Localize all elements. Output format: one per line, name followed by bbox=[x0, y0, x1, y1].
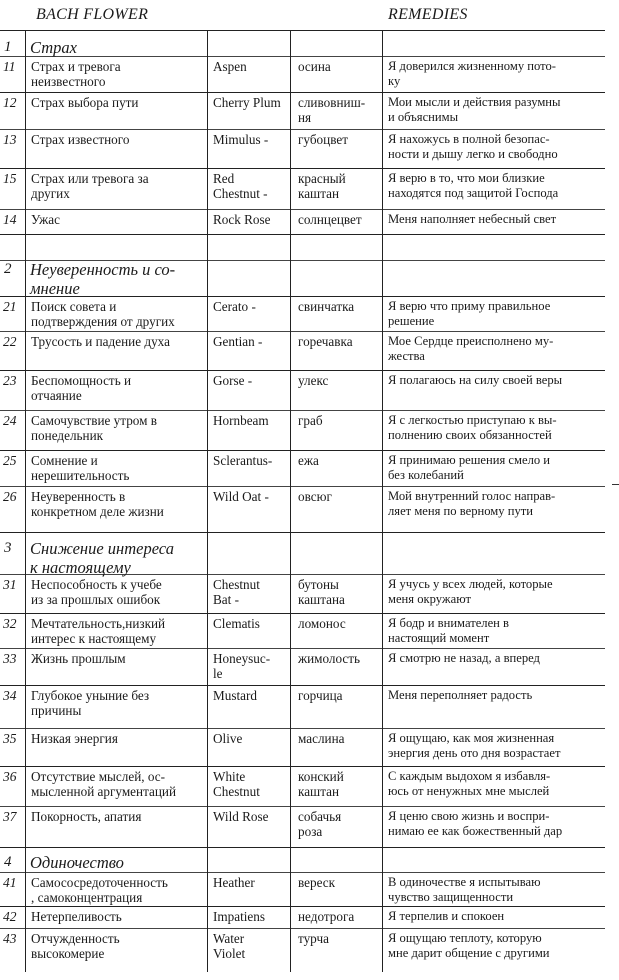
row-divider bbox=[0, 410, 605, 411]
row-number: 23 bbox=[3, 373, 17, 388]
symptom-cell: Страх и тревога неизвестного bbox=[31, 59, 121, 89]
row-number: 35 bbox=[3, 731, 17, 746]
affirmation-cell: Я терпелив и спокоен bbox=[388, 909, 505, 923]
row-number: 22 bbox=[3, 334, 17, 349]
plant-cell: турча bbox=[298, 931, 329, 946]
plant-cell: овсюг bbox=[298, 489, 332, 504]
row-divider bbox=[0, 613, 605, 614]
section-number: 2 bbox=[4, 261, 12, 277]
affirmation-cell: Меня наполняет небесный свет bbox=[388, 212, 557, 226]
affirmation-cell: Я нахожусь в полной безопас- ности и дышу легко и свободно bbox=[388, 132, 558, 161]
symptom-cell: Отсутствие мыслей, ос- мысленной аргументаций bbox=[31, 769, 177, 799]
plant-cell: маслина bbox=[298, 731, 345, 746]
remedy-cell: Mustard bbox=[213, 688, 257, 703]
row-divider bbox=[0, 129, 605, 130]
affirmation-cell: Я принимаю решения смело и без колебаний bbox=[388, 453, 551, 482]
symptom-cell: Самососредоточенность , самоконцентрация bbox=[31, 875, 168, 905]
symptom-cell: Неуверенность в конкретном деле жизни bbox=[31, 489, 164, 519]
symptom-cell: Страх выбора пути bbox=[31, 95, 139, 110]
affirmation-cell: Мой внутренний голос направ- ляет меня по верному пути bbox=[388, 489, 556, 518]
header-right-title: REMEDIES bbox=[388, 6, 468, 23]
plant-cell: губоцвет bbox=[298, 132, 348, 147]
section-title: Неуверенность и со- мнение bbox=[30, 260, 176, 298]
section-title: Одиночество bbox=[30, 853, 124, 872]
plant-cell: солнцецвет bbox=[298, 212, 362, 227]
affirmation-cell: Мое Сердце преисполнено му- жества bbox=[388, 334, 554, 363]
plant-cell: ежа bbox=[298, 453, 319, 468]
symptom-cell: Трусость и падение духа bbox=[31, 334, 170, 349]
remedy-cell: Chestnut Bat - bbox=[213, 577, 260, 607]
row-number: 25 bbox=[3, 453, 17, 468]
remedy-cell: Red Chestnut - bbox=[213, 171, 268, 201]
affirmation-cell: Я ценю свою жизнь и воспри- нимаю ее как божественный дар bbox=[388, 809, 563, 838]
plant-cell: сливовниш- ня bbox=[298, 95, 366, 125]
row-number: 11 bbox=[3, 59, 16, 74]
column-divider bbox=[207, 30, 208, 972]
affirmation-cell: В одиночестве я испытываю чувство защищенности bbox=[388, 875, 541, 904]
row-divider bbox=[0, 928, 605, 929]
plant-cell: осина bbox=[298, 59, 331, 74]
symptom-cell: Страх или тревога за других bbox=[31, 171, 149, 201]
symptom-cell: Нетерпеливость bbox=[31, 909, 122, 924]
affirmation-cell: Мои мысли и действия разумны и объяснимы bbox=[388, 95, 561, 124]
symptom-cell: Жизнь прошлым bbox=[31, 651, 126, 666]
column-divider bbox=[290, 30, 291, 972]
row-divider bbox=[0, 766, 605, 767]
remedy-cell: Rock Rose bbox=[213, 212, 271, 227]
row-divider bbox=[0, 728, 605, 729]
plant-cell: свинчатка bbox=[298, 299, 355, 314]
section-title: Страх bbox=[30, 38, 77, 57]
row-number: 12 bbox=[3, 95, 17, 110]
row-number: 24 bbox=[3, 413, 17, 428]
symptom-cell: Сомнение и нерешительность bbox=[31, 453, 130, 483]
row-divider bbox=[0, 30, 605, 31]
row-number: 32 bbox=[3, 616, 17, 631]
affirmation-cell: Я верю в то, что мои близкие находятся под защитой Господа bbox=[388, 171, 559, 200]
remedy-cell: White Chestnut bbox=[213, 769, 260, 799]
remedy-cell: Aspen bbox=[213, 59, 247, 74]
row-number: 14 bbox=[3, 212, 17, 227]
plant-cell: бутоны каштана bbox=[298, 577, 345, 607]
row-divider bbox=[0, 234, 605, 235]
symptom-cell: Глубокое уныние без причины bbox=[31, 688, 150, 718]
plant-cell: вереск bbox=[298, 875, 336, 890]
remedy-cell: Clematis bbox=[213, 616, 260, 631]
remedy-cell: Cerato - bbox=[213, 299, 256, 314]
remedy-cell: Honeysuc- le bbox=[213, 651, 271, 681]
row-divider bbox=[0, 872, 605, 873]
remedy-cell: Olive bbox=[213, 731, 243, 746]
remedy-cell: Wild Rose bbox=[213, 809, 269, 824]
affirmation-cell: Я с легкостью приступаю к вы- полнению своих обязанностей bbox=[388, 413, 557, 442]
row-divider bbox=[0, 806, 605, 807]
symptom-cell: Мечтательность,низкий интерес к настоящему bbox=[31, 616, 166, 646]
affirmation-cell: С каждым выдохом я избавля- юсь от ненужных мне мыслей bbox=[388, 769, 551, 798]
symptom-cell: Поиск совета и подтверждения от других bbox=[31, 299, 175, 329]
row-divider bbox=[0, 906, 605, 907]
remedy-cell: Gorse - bbox=[213, 373, 253, 388]
affirmation-cell: Я учусь у всех людей, которые меня окружают bbox=[388, 577, 553, 606]
column-divider bbox=[25, 30, 26, 972]
column-divider bbox=[382, 30, 383, 972]
symptom-cell: Ужас bbox=[31, 212, 60, 227]
remedy-cell: Gentian - bbox=[213, 334, 263, 349]
row-number: 34 bbox=[3, 688, 17, 703]
plant-cell: граб bbox=[298, 413, 323, 428]
affirmation-cell: Я ощущаю теплоту, которую мне дарит общение с другими bbox=[388, 931, 550, 960]
row-number: 31 bbox=[3, 577, 17, 592]
affirmation-cell: Меня переполняет радость bbox=[388, 688, 533, 702]
symptom-cell: Страх известного bbox=[31, 132, 130, 147]
affirmation-cell: Я ощущаю, как моя жизненная энергия день ото дня возрастает bbox=[388, 731, 561, 760]
row-divider bbox=[0, 92, 605, 93]
plant-cell: конский каштан bbox=[298, 769, 344, 799]
row-divider bbox=[0, 56, 605, 57]
plant-cell: собачья роза bbox=[298, 809, 342, 839]
symptom-cell: Самочувствие утром в понедельник bbox=[31, 413, 157, 443]
remedy-cell: Hornbeam bbox=[213, 413, 269, 428]
row-number: 43 bbox=[3, 931, 17, 946]
section-title: Снижение интереса к настоящему bbox=[30, 539, 174, 577]
row-divider bbox=[0, 847, 605, 848]
section-number: 1 bbox=[4, 39, 12, 55]
plant-cell: ломонос bbox=[298, 616, 346, 631]
affirmation-cell: Я полагаюсь на силу своей веры bbox=[388, 373, 563, 387]
section-number: 3 bbox=[4, 540, 12, 556]
symptom-cell: Покорность, апатия bbox=[31, 809, 142, 824]
row-number: 36 bbox=[3, 769, 17, 784]
row-divider bbox=[0, 532, 605, 533]
section-number: 4 bbox=[4, 854, 12, 870]
remedy-cell: Impatiens bbox=[213, 909, 266, 924]
symptom-cell: Низкая энергия bbox=[31, 731, 118, 746]
remedy-cell: Water Violet bbox=[213, 931, 246, 961]
plant-cell: улекс bbox=[298, 373, 329, 388]
row-divider bbox=[0, 685, 605, 686]
affirmation-cell: Я бодр и внимателен в настоящий момент bbox=[388, 616, 510, 645]
symptom-cell: Беспомощность и отчаяние bbox=[31, 373, 132, 403]
remedy-cell: Mimulus - bbox=[213, 132, 269, 147]
affirmation-cell: Я верю что приму правильное решение bbox=[388, 299, 551, 328]
row-number: 26 bbox=[3, 489, 17, 504]
row-divider bbox=[0, 209, 605, 210]
row-divider bbox=[0, 331, 605, 332]
row-divider bbox=[0, 648, 605, 649]
row-number: 37 bbox=[3, 809, 17, 824]
remedy-cell: Sclerantus- bbox=[213, 453, 273, 468]
plant-cell: горчица bbox=[298, 688, 343, 703]
plant-cell: красный каштан bbox=[298, 171, 346, 201]
row-number: 41 bbox=[3, 875, 17, 890]
row-number: 42 bbox=[3, 909, 17, 924]
plant-cell: недотрога bbox=[298, 909, 355, 924]
row-divider bbox=[0, 486, 605, 487]
row-divider bbox=[0, 370, 605, 371]
row-number: 33 bbox=[3, 651, 17, 666]
row-number: 13 bbox=[3, 132, 17, 147]
remedy-cell: Wild Oat - bbox=[213, 489, 269, 504]
plant-cell: жимолость bbox=[298, 651, 361, 666]
remedy-cell: Heather bbox=[213, 875, 255, 890]
row-divider bbox=[0, 450, 605, 451]
margin-mark bbox=[612, 484, 619, 485]
symptom-cell: Отчужденность высокомерие bbox=[31, 931, 120, 961]
affirmation-cell: Я смотрю не назад, а вперед bbox=[388, 651, 540, 665]
affirmation-cell: Я доверился жизненному пото- ку bbox=[388, 59, 556, 88]
remedy-cell: Cherry Plum bbox=[213, 95, 281, 110]
plant-cell: горечавка bbox=[298, 334, 353, 349]
row-number: 15 bbox=[3, 171, 17, 186]
row-divider bbox=[0, 168, 605, 169]
symptom-cell: Неспособность к учебе из за прошлых ошибок bbox=[31, 577, 162, 607]
header-left-title: BACH FLOWER bbox=[36, 6, 149, 23]
row-number: 21 bbox=[3, 299, 17, 314]
